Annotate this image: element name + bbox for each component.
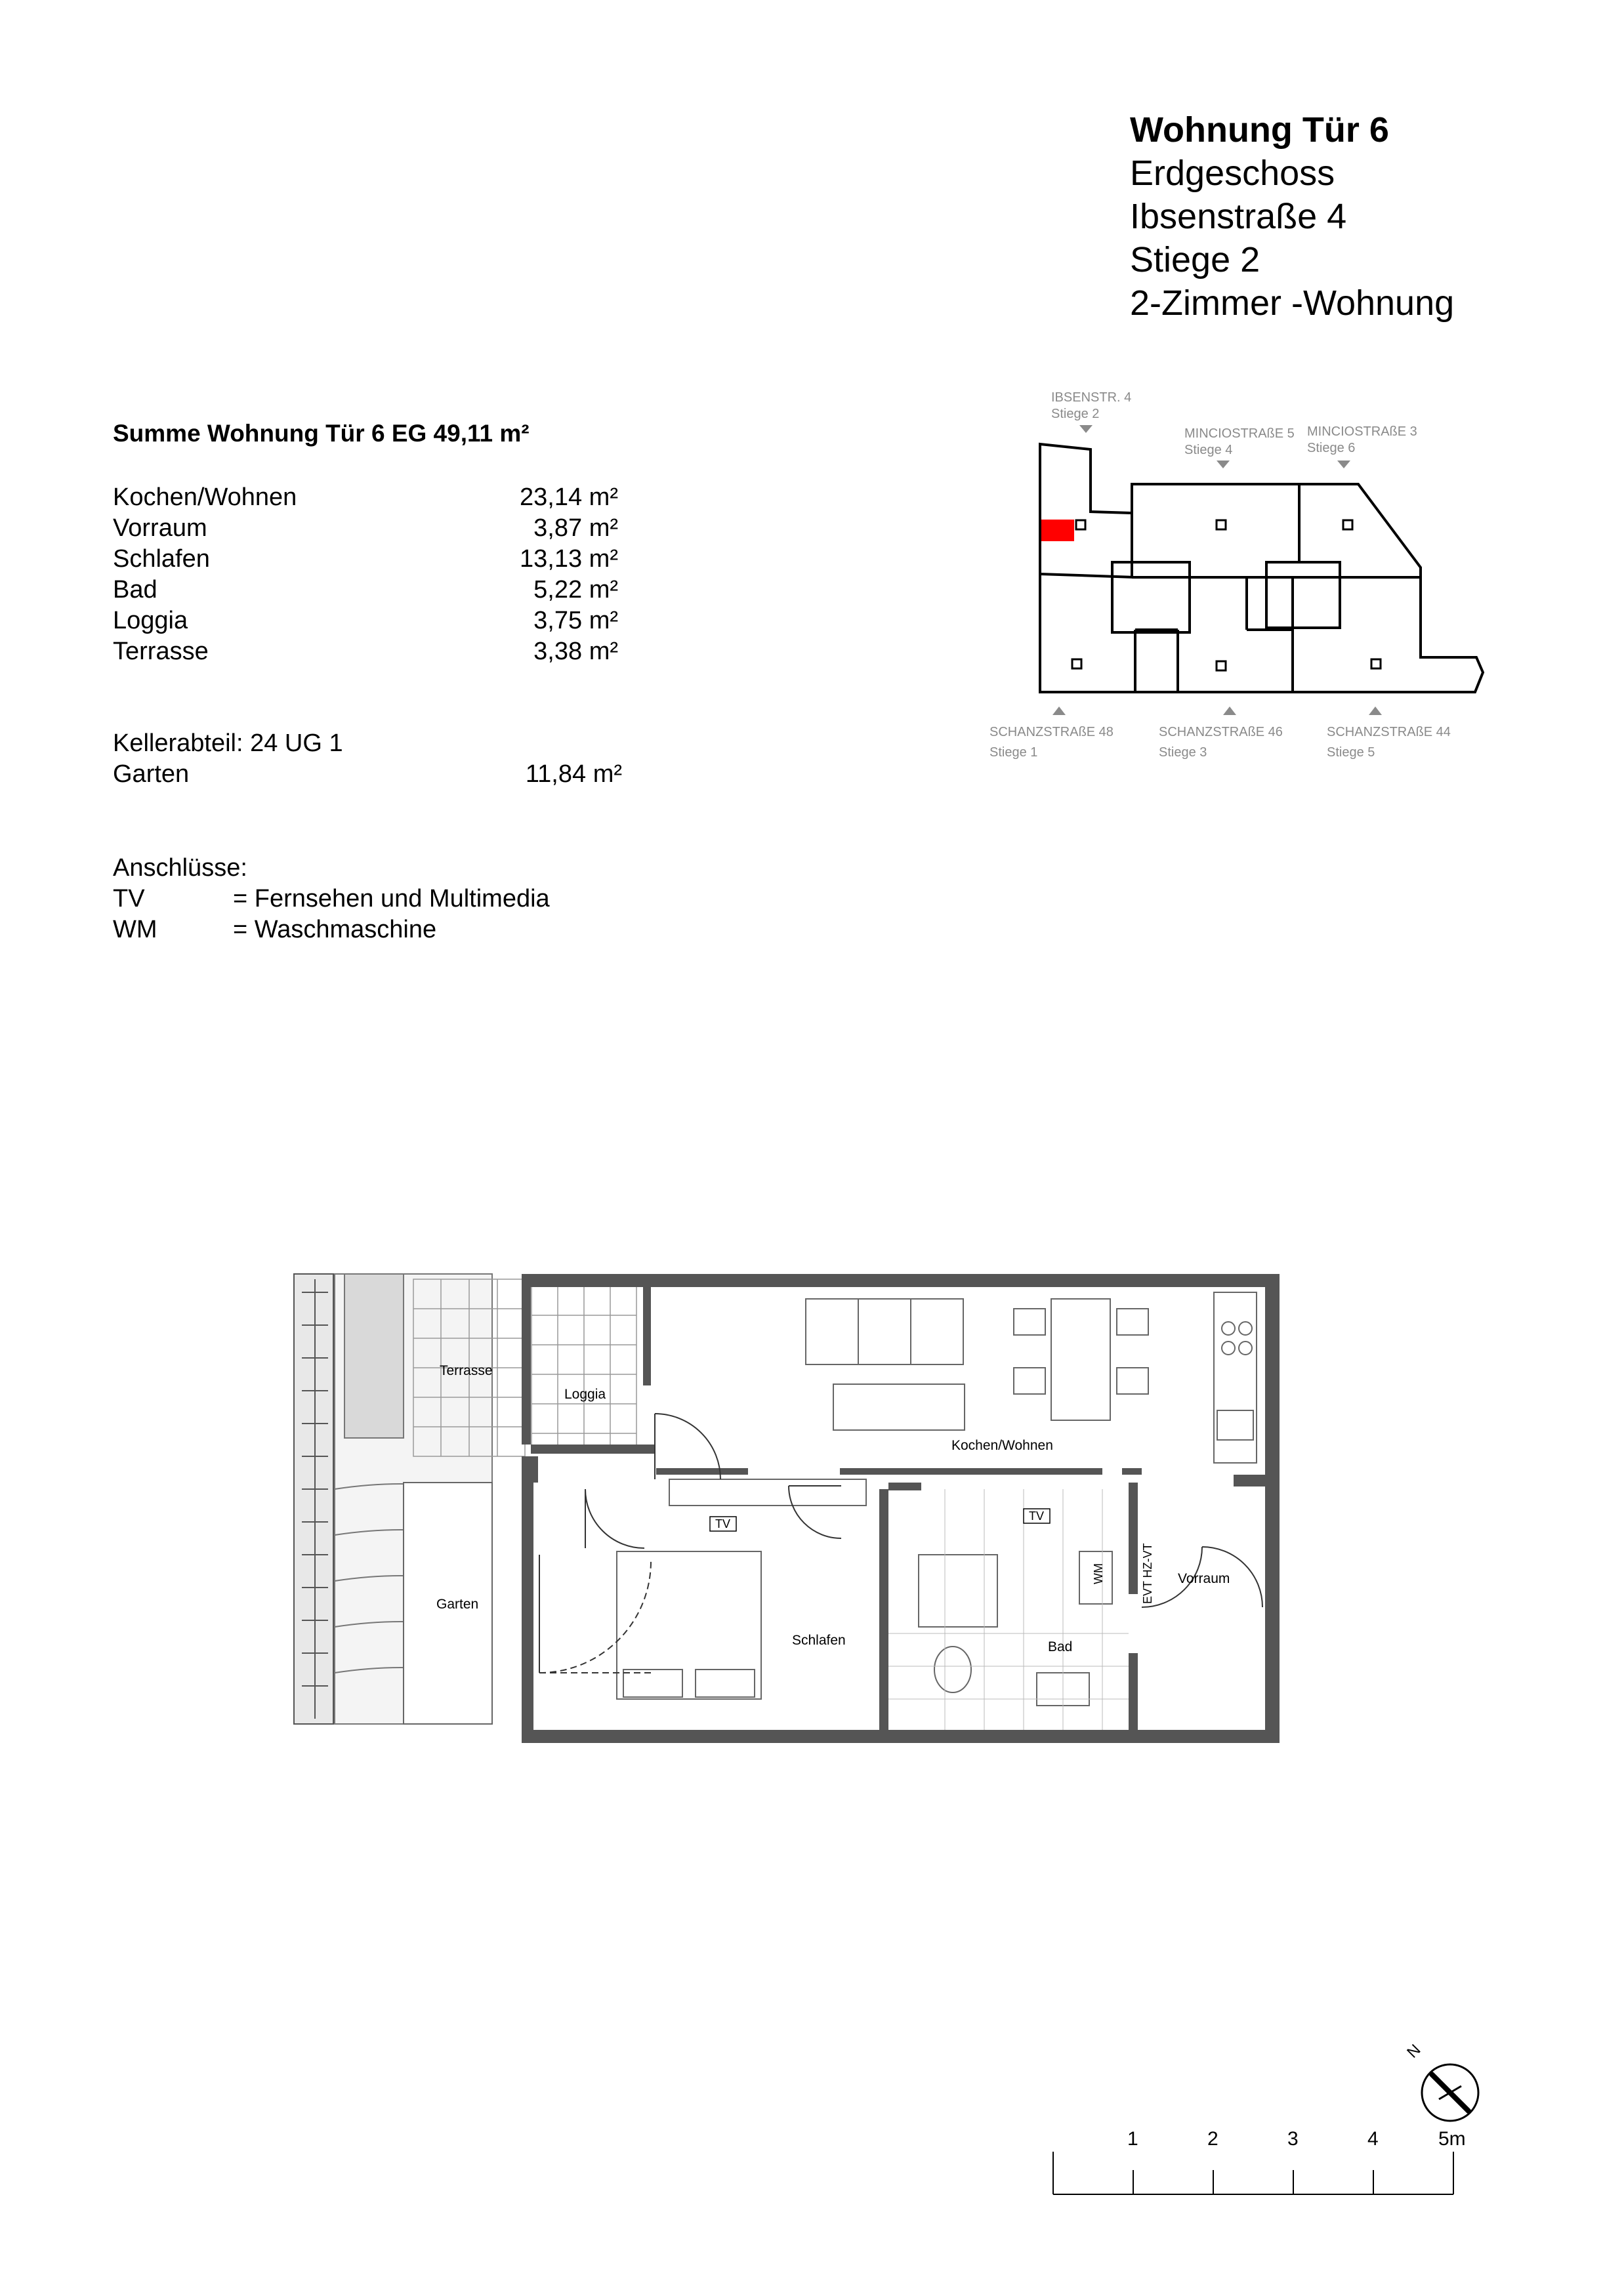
connections-heading: Anschlüsse: xyxy=(113,854,247,882)
scale-tick-label: 3 xyxy=(1287,2128,1299,2150)
garden-label: Garten xyxy=(113,760,190,788)
site-label-ibsen: IBSENSTR. 4 xyxy=(1051,390,1132,405)
scale-tick-label: 5m xyxy=(1438,2128,1466,2150)
tv-outlet-label: TV xyxy=(1029,1509,1045,1523)
entrance-arrows xyxy=(1052,425,1382,715)
area-value: 13,13 m² xyxy=(520,545,618,573)
area-row xyxy=(113,513,618,544)
apartment-type: 2-Zimmer -Wohnung xyxy=(1130,283,1455,323)
cellar-label: Kellerabteil: 24 UG 1 xyxy=(113,729,343,757)
north-label: N xyxy=(1404,2041,1425,2062)
floor-name: Erdgeschoss xyxy=(1130,154,1335,193)
apartment-highlight xyxy=(1041,520,1074,541)
room-label-terrasse: Terrasse xyxy=(440,1363,493,1378)
scale-tick-label: 2 xyxy=(1207,2128,1218,2150)
area-row xyxy=(113,636,618,667)
site-label-schanz46-stair: Stiege 3 xyxy=(1159,745,1207,760)
site-label-mincio5: MINCIOSTRAßE 5 xyxy=(1184,426,1295,441)
legend-abbr: WM xyxy=(113,916,157,943)
evt-label: EVT HZ-VT xyxy=(1141,1543,1154,1604)
area-summary: Summe Wohnung Tür 6 EG 49,11 m² xyxy=(113,420,530,447)
site-label-schanz46: SCHANZSTRAßE 46 xyxy=(1159,725,1283,739)
room-label-loggia: Loggia xyxy=(564,1387,606,1402)
legend-row xyxy=(113,914,550,945)
room-label-garten: Garten xyxy=(436,1597,479,1612)
area-value: 3,75 m² xyxy=(533,607,618,634)
site-label-schanz48: SCHANZSTRAßE 48 xyxy=(989,725,1114,739)
garden-edge-hatching xyxy=(294,1274,333,1724)
area-value: 5,22 m² xyxy=(533,576,618,604)
area-value: 23,14 m² xyxy=(520,483,618,511)
area-row xyxy=(113,544,618,575)
legend-row xyxy=(113,884,550,914)
room-label-schlafen: Schlafen xyxy=(792,1633,846,1648)
legend-desc: = Waschmaschine xyxy=(233,916,437,943)
area-value: 3,87 m² xyxy=(533,514,618,542)
site-label-ibsen-stair: Stiege 2 xyxy=(1051,407,1100,421)
title-block xyxy=(1130,108,1454,325)
site-label-mincio3-stair: Stiege 6 xyxy=(1307,441,1356,455)
scale-tick-label: 4 xyxy=(1367,2128,1379,2150)
connections-legend xyxy=(113,853,550,945)
loggia-tiles xyxy=(531,1286,636,1446)
garden-value: 11,84 m² xyxy=(525,760,622,788)
site-label-schanz44: SCHANZSTRAßE 44 xyxy=(1327,725,1451,739)
address: Ibsenstraße 4 xyxy=(1130,197,1347,236)
area-row xyxy=(113,575,618,605)
site-label-schanz48-stair: Stiege 1 xyxy=(989,745,1038,760)
room-label-bad: Bad xyxy=(1048,1639,1073,1654)
site-key-plan xyxy=(978,380,1503,807)
area-list xyxy=(113,482,618,667)
stair-markers xyxy=(1072,520,1381,670)
area-label: Kochen/Wohnen xyxy=(113,483,297,511)
compass-rose xyxy=(1398,2037,1503,2129)
staircase: Stiege 2 xyxy=(1130,240,1260,279)
cellar-row xyxy=(113,728,618,759)
area-label: Loggia xyxy=(113,607,188,634)
room-label-vorraum: Vorraum xyxy=(1178,1571,1230,1586)
floor-plan xyxy=(289,1260,1286,1758)
area-value: 3,38 m² xyxy=(533,638,618,665)
legend-abbr: TV xyxy=(113,885,145,912)
scale-tick-label: 1 xyxy=(1127,2128,1138,2150)
area-label: Bad xyxy=(113,576,157,604)
scale-ticks xyxy=(1053,2152,1453,2194)
site-outline xyxy=(1040,444,1483,692)
garden-row xyxy=(113,759,622,790)
site-label-mincio5-stair: Stiege 4 xyxy=(1184,443,1233,457)
wm-label: WM xyxy=(1092,1563,1105,1584)
area-row xyxy=(113,605,618,636)
scale-bar xyxy=(1043,2125,1503,2198)
legend-desc: = Fernsehen und Multimedia xyxy=(233,885,550,912)
area-label: Schlafen xyxy=(113,545,210,573)
site-label-mincio3: MINCIOSTRAßE 3 xyxy=(1307,424,1417,439)
area-row xyxy=(113,482,618,513)
site-label-schanz44-stair: Stiege 5 xyxy=(1327,745,1375,760)
area-label: Terrasse xyxy=(113,638,209,665)
tv-outlet-label: TV xyxy=(715,1517,731,1530)
area-label: Vorraum xyxy=(113,514,207,542)
extras-list xyxy=(113,728,622,790)
furniture xyxy=(617,1292,1257,1730)
apartment-title: Wohnung Tür 6 xyxy=(1130,110,1389,150)
room-label-kochen-wohnen: Kochen/Wohnen xyxy=(951,1438,1053,1453)
